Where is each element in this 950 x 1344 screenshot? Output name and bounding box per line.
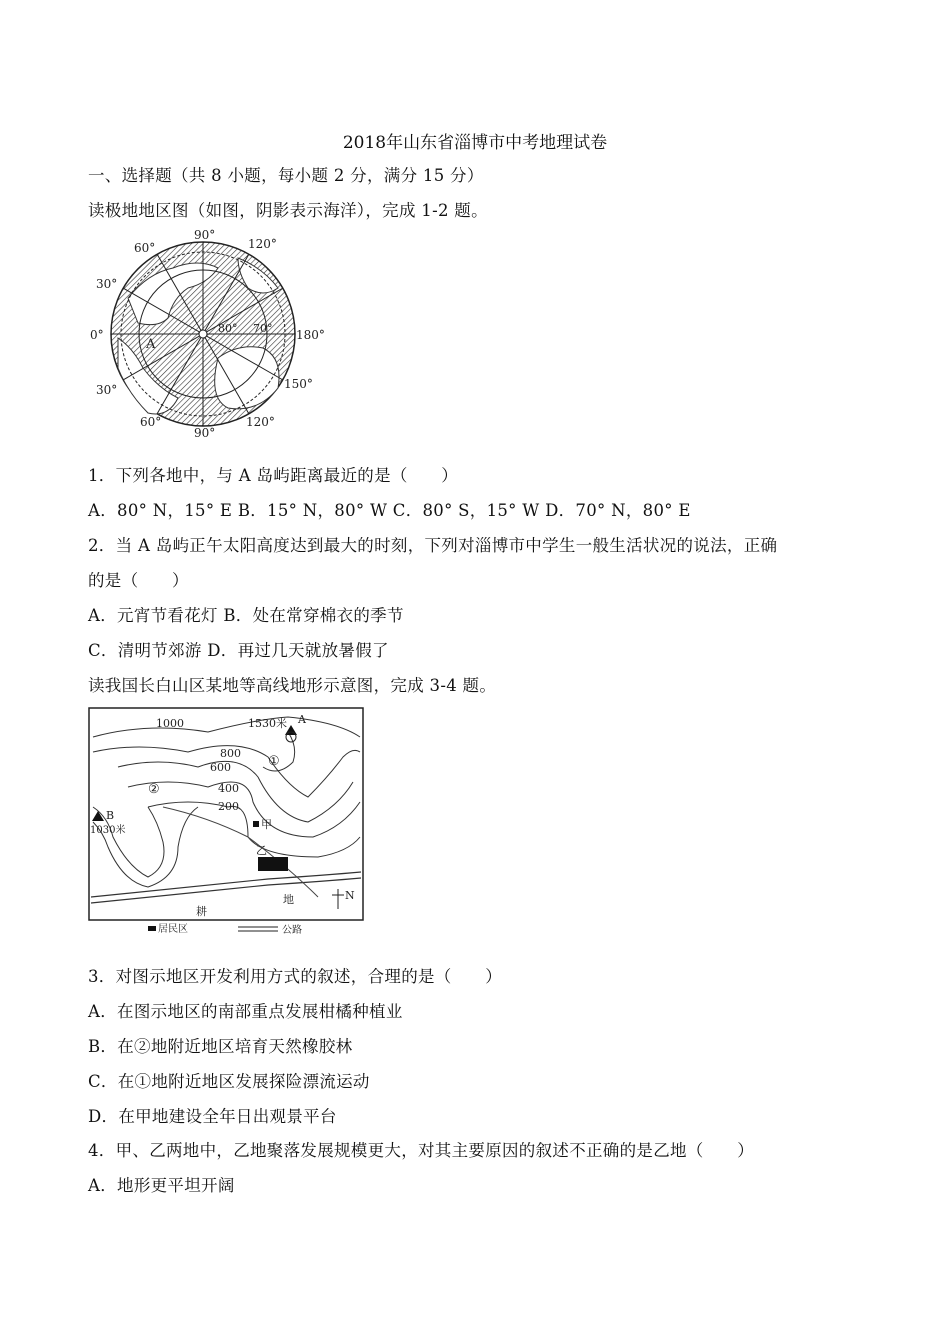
map-label: 120° (246, 415, 275, 429)
q3-option-a: A．在图示地区的南部重点发展柑橘种植业 (88, 1002, 403, 1021)
site-1-label: ① (268, 754, 280, 769)
farmland-label: 耕 (196, 905, 207, 918)
q2-stem-1: 2．当 A 岛屿正午太阳高度达到最大的时刻，下列对淄博市中学生一般生活状况的说法，正确 (88, 536, 778, 555)
q3-stem: 3．对图示地区开发利用方式的叙述，合理的是（ ） (88, 967, 502, 986)
q4-stem: 4．甲、乙两地中，乙地聚落发展规模更大，对其主要原因的叙述不正确的是乙地（ ） (88, 1141, 754, 1160)
map-label: 30° (96, 277, 118, 291)
map-label: 180° (296, 328, 325, 342)
polar-map-figure (88, 228, 328, 442)
q4-option-a: A．地形更平坦开阔 (88, 1176, 235, 1195)
intro-q3-4: 读我国长白山区某地等高线地形示意图，完成 3-4 题。 (88, 676, 497, 695)
contour-label: 200 (218, 800, 239, 813)
contour-label: 800 (220, 747, 241, 760)
site-2-label: ② (148, 782, 160, 797)
map-label: 120° (248, 237, 277, 251)
map-label: 80° (218, 322, 238, 335)
legend-residential: 居民区 (158, 924, 188, 935)
map-label: 60° (134, 241, 156, 255)
island-a-label: A (146, 337, 156, 352)
map-label: 0° (90, 328, 104, 342)
section-heading: 一、选择题（共 8 小题，每小题 2 分，满分 15 分） (88, 166, 484, 185)
polar-map (88, 228, 328, 442)
q3-option-c: C．在①地附近地区发展探险漂流运动 (88, 1072, 370, 1091)
contour-label: 600 (210, 761, 231, 774)
farmland-label: 地 (283, 893, 294, 906)
q2-options-ab: A．元宵节看花灯 B．处在常穿棉衣的季节 (88, 606, 404, 625)
q3-option-b: B．在②地附近地区培育天然橡胶林 (88, 1037, 353, 1056)
page-title: 2018年山东省淄博市中考地理试卷 (342, 133, 608, 153)
legend-road: 公路 (282, 925, 302, 936)
contour-label: 1000 (156, 717, 184, 730)
q2-options-cd: C．清明节郊游 D．再过几天就放暑假了 (88, 641, 389, 660)
contour-map (88, 707, 364, 937)
contour-label: 400 (218, 782, 239, 795)
map-label: 60° (140, 415, 162, 429)
site-yi-label: 乙 (256, 844, 267, 857)
peak-b-elevation: 1030米 (90, 825, 126, 836)
q1-options: A．80° N，15° E B．15° N，80° W C．80° S，15° W D．70° N，80° E (88, 501, 691, 520)
q1-stem: 1．下列各地中，与 A 岛屿距离最近的是（ ） (88, 466, 459, 485)
q3-option-d: D．在甲地建设全年日出观景平台 (88, 1107, 337, 1126)
map-label: 70° (253, 322, 273, 335)
map-label: 30° (96, 383, 118, 397)
map-label: 150° (284, 377, 313, 391)
map-label: 90° (194, 426, 216, 440)
peak-b-label: B (106, 809, 115, 822)
peak-a-label: A (298, 713, 306, 726)
intro-q1-2: 读极地地区图（如图，阴影表示海洋），完成 1-2 题。 (88, 201, 488, 220)
contour-map-figure (88, 707, 364, 937)
site-jia-label: 甲 (261, 818, 272, 831)
q2-stem-2: 的是（ ） (88, 571, 189, 590)
map-label: 90° (194, 228, 216, 242)
peak-a-elevation: 1530米 (248, 717, 287, 730)
north-label: N (345, 889, 355, 902)
